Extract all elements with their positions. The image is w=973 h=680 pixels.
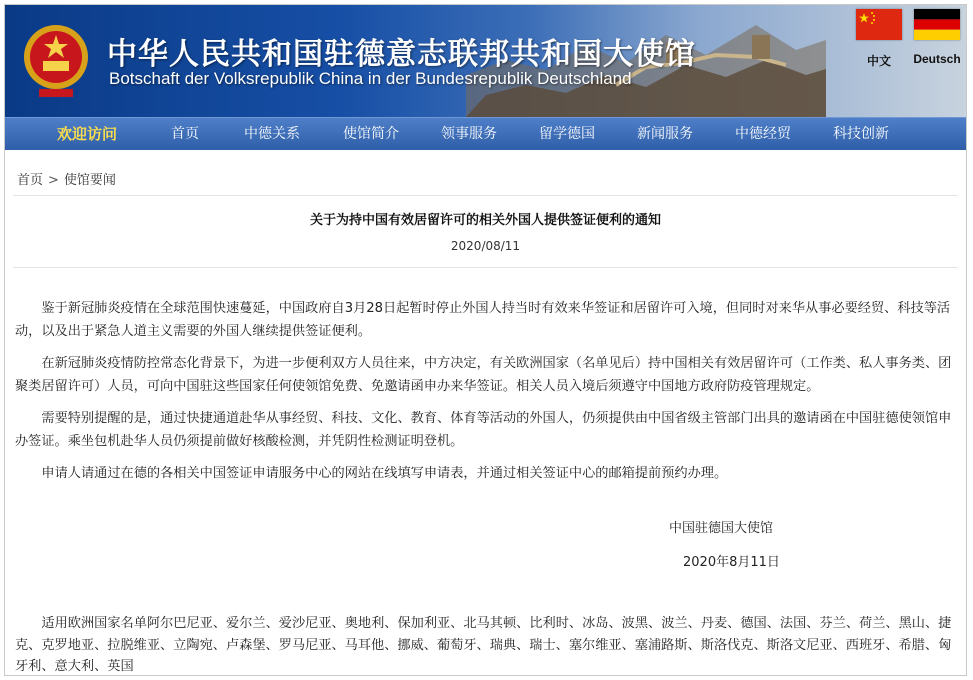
lang-label-cn: 中文 [866,54,891,68]
lang-switch-de[interactable] [907,9,966,66]
divider [13,267,958,268]
article-date: 2020/08/11 [450,239,521,253]
nav-consular-services[interactable]: 领事服务 [441,126,497,142]
page-frame [4,4,967,676]
article-body [15,297,957,494]
lang-label-de: Deutsch [913,52,961,66]
nav-news[interactable]: 新闻服务 [637,126,693,142]
article-paragraph: 鉴于新冠肺炎疫情在全球范围快速蔓延，中国政府自3月28日起暂时停止外国人持当时有效来华签证和居留许可入境，但同时对来华从事必要经贸、科技等活动，以及出于紧急人道主义需要的外国人继续提供签证便利。 [15,301,951,339]
nav-trade[interactable]: 中德经贸 [735,126,791,142]
nav-home[interactable]: 首页 [171,126,199,142]
article-paragraph: 需要特别提醒的是，通过快捷通道赴华从事经贸、科技、文化、教育、体育等活动的外国人，仍须提供由中国省级主管部门出具的邀请函在中国驻德使领馆申办签证。乘坐包机赴华人员仍须提前做好核酸检测，并凭阴性检测证明登机。 [15,411,952,449]
main-nav [5,117,966,150]
breadcrumb-home[interactable]: 首页 [17,173,44,188]
nav-science-innovation[interactable]: 科技创新 [833,126,889,142]
article-paragraph: 申请人请通过在德的各相关中国签证申请服务中心的网站在线填写申请表，并通过相关签证中心的邮箱提前预约办理。 [41,466,728,481]
header-banner [5,5,966,117]
nav-sino-german-relations[interactable]: 中德关系 [244,126,300,142]
site-title-cn: 中华人民共和国驻德意志联邦共和国大使馆 [107,37,696,72]
country-list: 适用欧洲国家名单阿尔巴尼亚、爱尔兰、爱沙尼亚、奥地利、保加利亚、北马其顿、比利时、冰岛、波黑、波兰、丹麦、德国、法国、芬兰、荷兰、黑山、捷克、克罗地亚、拉脱维亚、立陶宛、卢森堡、罗马尼亚、马耳他、挪威、葡萄牙、瑞典、瑞士、塞尔维亚、塞浦路斯、斯洛伐克、斯洛文尼亚、西班牙、希腊、匈牙利、意大利、英国 [15,616,952,674]
site-title-de: Botschaft der Volksrepublik China in der Bundesrepublik Deutschland [109,69,632,88]
nav-embassy-intro[interactable]: 使馆简介 [343,126,399,142]
article-title: 关于为持中国有效居留许可的相关外国人提供签证便利的通知 [309,213,661,228]
germany-flag-icon [914,9,960,40]
lang-switch-cn[interactable] [849,9,909,69]
nav-welcome[interactable]: 欢迎访问 [56,125,117,143]
divider [13,195,958,196]
article-signature: 中国驻德国大使馆 [669,521,774,536]
national-emblem-icon [21,19,91,101]
article-signature-date: 2020年8月11日 [683,555,780,570]
breadcrumb-section[interactable]: 使馆要闻 [63,173,116,188]
breadcrumb-separator: > [48,173,59,188]
breadcrumb [17,169,116,188]
article-paragraph: 在新冠肺炎疫情防控常态化背景下，为进一步便利双方人员往来，中方决定，有关欧洲国家（名单见后）持中国相关有效居留许可（工作类、私人事务类、团聚类居留许可）人员，可向中国驻这些国家任何使领馆免费、免邀请函申办来华签证。相关人员入境后须遵守中国地方政府防疫管理规定。 [15,356,952,394]
nav-study-in-germany[interactable]: 留学德国 [539,126,595,142]
china-flag-icon [856,9,902,40]
